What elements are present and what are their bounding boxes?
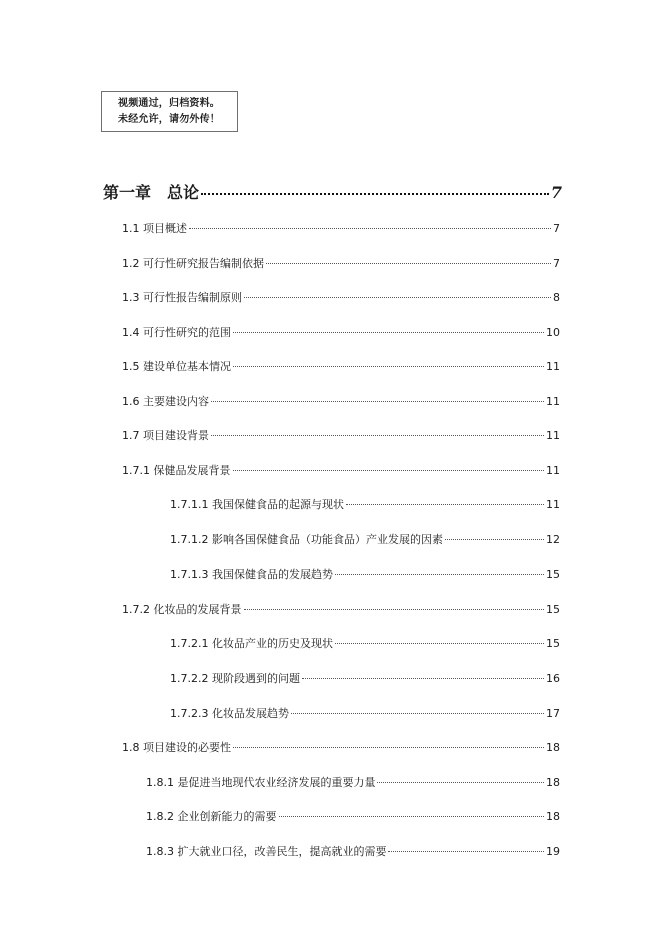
dot-leader — [211, 401, 544, 402]
toc-entry-label: 1.8.3 扩大就业口径，改善民生，提高就业的需要 — [146, 845, 387, 858]
toc-entry-1-8-1[interactable] — [146, 774, 560, 790]
dot-leader — [233, 332, 544, 333]
toc-entry-page: 15 — [546, 568, 560, 581]
toc-entry-page: 8 — [553, 291, 560, 304]
toc-entry-label: 1.8 项目建设的必要性 — [122, 741, 231, 754]
toc-entry-page: 19 — [546, 845, 560, 858]
toc-entry-page: 7 — [553, 222, 560, 235]
toc-entry-1-7[interactable] — [122, 427, 560, 443]
dot-leader — [377, 782, 544, 783]
toc-entry-label: 1.7 项目建设背景 — [122, 429, 209, 442]
notice-line-1: 视频通过，归档资料。 — [118, 98, 220, 109]
toc-entry-label: 1.7.2.1 化妆品产业的历史及现状 — [170, 637, 333, 650]
toc-entry-label: 1.7.1.1 我国保健食品的起源与现状 — [170, 498, 344, 511]
toc-entry-label: 1.8.2 企业创新能力的需要 — [146, 810, 277, 823]
dot-leader — [335, 574, 544, 575]
toc-entry-1-7-2-3[interactable] — [170, 705, 560, 721]
toc-entry-page: 18 — [546, 741, 560, 754]
toc-entry-1-1[interactable] — [122, 220, 560, 236]
toc-entry-page: 11 — [546, 360, 560, 373]
toc-entry-label: 1.6 主要建设内容 — [122, 395, 209, 408]
toc-entry-page: 11 — [546, 498, 560, 511]
dot-leader — [189, 228, 551, 229]
dot-leader — [279, 816, 545, 817]
toc-entry-label: 1.7.2.2 现阶段遇到的问题 — [170, 672, 300, 685]
toc-entry-page: 11 — [546, 395, 560, 408]
toc-entry-1-8-3[interactable] — [146, 843, 560, 859]
toc-entry-page: 15 — [546, 603, 560, 616]
dot-leader — [233, 747, 544, 748]
toc-entry-1-7-1[interactable] — [122, 462, 560, 478]
dot-leader — [346, 504, 544, 505]
toc-entry-label: 1.8.1 是促进当地现代农业经济发展的重要力量 — [146, 776, 376, 789]
toc-entry-page: 12 — [546, 533, 560, 546]
notice-box — [101, 91, 238, 132]
toc-entry-page: 10 — [546, 326, 560, 339]
dot-leader — [388, 851, 544, 852]
dot-leader — [302, 678, 544, 679]
dot-leader — [211, 435, 544, 436]
toc-entry-page: 7 — [553, 257, 560, 270]
dot-leader — [445, 539, 544, 540]
toc-entry-page: 11 — [546, 429, 560, 442]
toc-entry-label: 1.3 可行性报告编制原则 — [122, 291, 242, 304]
dot-leader — [201, 193, 549, 195]
toc-entry-1-2[interactable] — [122, 255, 560, 271]
toc-entry-1-7-2[interactable] — [122, 601, 560, 617]
toc-entry-page: 15 — [546, 637, 560, 650]
dot-leader — [244, 609, 545, 610]
dot-leader — [233, 470, 545, 471]
toc-entry-label: 1.7.1.2 影响各国保健食品（功能食品）产业发展的因素 — [170, 533, 443, 546]
toc-entry-1-7-1-1[interactable] — [170, 496, 560, 512]
toc-entry-page: 16 — [546, 672, 560, 685]
dot-leader — [291, 713, 544, 714]
dot-leader — [244, 297, 551, 298]
toc-entry-1-7-1-3[interactable] — [170, 566, 560, 582]
toc-entry-page: 11 — [546, 464, 560, 477]
toc-entry-label: 1.1 项目概述 — [122, 222, 187, 235]
toc-entry-1-5[interactable] — [122, 358, 560, 374]
toc-entry-label: 1.2 可行性研究报告编制依据 — [122, 257, 264, 270]
dot-leader — [233, 366, 544, 367]
toc-entry-1-7-2-2[interactable] — [170, 670, 560, 686]
dot-leader — [335, 643, 544, 644]
toc-entry-1-8-2[interactable] — [146, 808, 560, 824]
toc-entry-label: 1.4 可行性研究的范围 — [122, 326, 231, 339]
dot-leader — [266, 263, 551, 264]
toc-chapter-1[interactable] — [103, 180, 562, 203]
toc-entry-1-6[interactable] — [122, 393, 560, 409]
toc-entry-page: 17 — [546, 707, 560, 720]
toc-entry-label: 1.7.2 化妆品的发展背景 — [122, 603, 242, 616]
notice-line-2: 未经允许，请勿外传！ — [118, 114, 220, 125]
toc-entry-page: 18 — [546, 810, 560, 823]
toc-chapter-label: 第一章 总论 — [103, 183, 200, 202]
toc-entry-1-7-2-1[interactable] — [170, 635, 560, 651]
toc-entry-1-3[interactable] — [122, 289, 560, 305]
toc-chapter-page: 7 — [550, 183, 562, 202]
toc-entry-label: 1.7.1 保健品发展背景 — [122, 464, 231, 477]
toc-entry-1-7-1-2[interactable] — [170, 531, 560, 547]
toc-entry-label: 1.5 建设单位基本情况 — [122, 360, 231, 373]
toc-entry-label: 1.7.1.3 我国保健食品的发展趋势 — [170, 568, 333, 581]
toc-entry-1-8[interactable] — [122, 739, 560, 755]
toc-entry-page: 18 — [546, 776, 560, 789]
toc-entry-1-4[interactable] — [122, 324, 560, 340]
toc-entry-label: 1.7.2.3 化妆品发展趋势 — [170, 707, 289, 720]
